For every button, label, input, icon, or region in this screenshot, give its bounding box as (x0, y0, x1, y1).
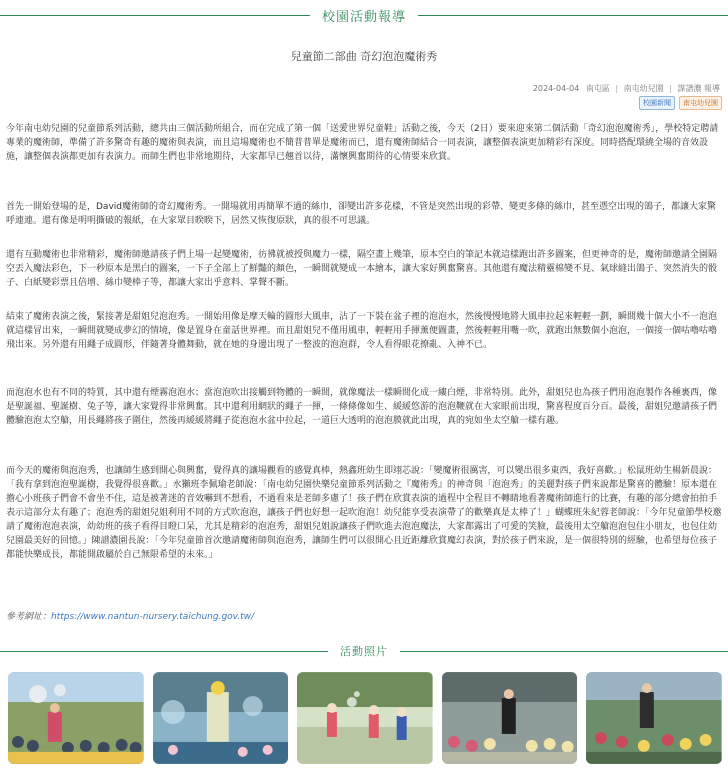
photo-3[interactable] (297, 672, 433, 764)
paragraph-4: 結束了魔術表演之後，緊接著是甜姐兒泡泡秀。一開始用像是摩天輪的圓形大風車，沾了一下裝在盆子裡的泡泡水，然後慢慢地將大風車拉起來輕輕一劃，瞬間幾十個大小不一泡泡就這樣冒出來，一瞬間就變成夢幻的情境，像是置身在童話世界裡。而且甜姐兒不僅用風車，輕輕用手揮薰便圖畫，然後輕輕用嘴一吹，就跑出無數個小泡泡，一個接一個咕嚕咕嚕飛出來。另外還有用繩子成圓形，伴隨著身體舞動，就在她的身邊出現了一整波的泡泡群，令人看得眼花撩亂、入神不已。 (6, 312, 718, 350)
meta-separator: | (615, 84, 619, 93)
article-location: 南屯區 (585, 84, 610, 93)
paragraph-1: 今年南屯幼兒園的兒童節系列活動，總共由三個活動所組合，而在完成了第一個「送愛世界兒童鞋」活動之後，今天（2日）要來迎來第二個活動「奇幻泡泡魔術秀」，學校特定聘請專業的魔術師，準備了許多驚奇有趣的魔術與表演，而且這場魔術也不簡普普單是魔術而已，還有魔術師結合一同表演，讓整個表演更加精彩有深度。同時搭配環繞全場的音效設施，讓整個表演都更加有表演力。而師生們也非常地期待，大家都早已翹首以待，滿懷興奮期待的心情要來欣賞。 (6, 124, 719, 162)
paragraph-2: 首先一開始登場的是，David魔術師的奇幻魔術秀。一開場就用再簡單不過的絲巾，卻變出許多花樣，不管是突然出現的彩帶、變更多條的絲巾，甚至憑空出現的鴿子，都讓大家驚呼連連。還有像是明明撕破的報紙，在大家眾目睽睽下，居然又恢復原狀，真的很不可思議。 (6, 202, 716, 226)
section-header-news (0, 6, 728, 25)
reference-label: 參考網址： (6, 612, 52, 622)
tag-school[interactable]: 南屯幼兒園 (679, 96, 722, 110)
article-meta (533, 83, 720, 94)
photos-title: 活動照片 (340, 645, 388, 658)
tag-list (639, 96, 722, 110)
photo-2[interactable] (153, 672, 289, 764)
reference-link[interactable]: https://www.nantun-nursery.taichung.gov.tw/ (51, 612, 255, 622)
photo-5[interactable] (586, 672, 722, 764)
photo-4[interactable] (442, 672, 578, 764)
meta-separator: | (669, 84, 672, 93)
divider-right (400, 651, 728, 652)
photo-2-image (153, 672, 289, 764)
divider-left (0, 15, 310, 16)
section-title: 校園活動報導 (322, 10, 407, 25)
photo-4-image (442, 672, 578, 764)
divider-right (418, 15, 728, 16)
photo-gallery (8, 672, 722, 764)
article-school: 南屯幼兒園 (623, 84, 664, 93)
paragraph-5: 而泡泡水也有不同的特質，其中還有煙霧泡泡水；當泡泡吹出接觸到物體的一瞬間，就像魔法一樣瞬間化成一縷白煙，非常特別。此外，甜姐兒也為孩子們用泡泡製作各種裏西，像是聖誕福、聖誕樹、兔子等，讓大家覺得非常興奮。其中還利用網狀的繩子一揮，一條條像如生、緩緩悠游的泡泡鞭就在大家眼前出現，驚喜程度百分百。最後，甜姐兒邀請孩子們體驗泡泡太空艙，用長繩將孩子圍住，然後再緩緩將繩子從泡泡水盆中拉起，一道巨大透明的泡泡膜就此出現，真的宛如坐太空艙一樣有趣。 (6, 388, 718, 426)
article-date: 2024-04-04 (532, 84, 580, 93)
section-header-photos (0, 643, 728, 659)
photo-5-image (586, 672, 722, 764)
paragraph-3: 還有互動魔術也非常精彩，魔術師邀請孩子們上場一起變魔術，彷彿就被授與魔力一樣，隔空畫上幾筆，原本空白的筆記本就這樣跑出許多圖案，但更神奇的是，魔術師邀請全園隔空丟入魔法彩色，下一秒原本是黑白的圖案，一下子全部上了鮮豔的顏色，一瞬間就變成一本繪本，讓大家好興奮驚喜。其他還有魔法精靈棉變不見、氣球縫出鴿子、突然消失的骰子、白紙變彩票且倍增、絲巾變棒子等，都讓大家出乎意料、掌聲不斷。 (6, 250, 718, 288)
reference-line (6, 610, 722, 624)
article-title: 兒童節二部曲 奇幻泡泡魔術秀 (290, 50, 438, 63)
photo-1-image (8, 672, 144, 764)
divider-left (0, 651, 328, 652)
article-author: 謀譜濃 報導 (677, 84, 720, 93)
tag-news[interactable]: 校園新聞 (639, 96, 675, 110)
photo-3-image (297, 672, 433, 764)
photo-1[interactable] (8, 672, 144, 764)
paragraph-6: 而今天的魔術與泡泡秀，也讓師生感到開心與興奮，覺得真的讓場觀看的感覺真棒，熱鑫班幼生即翊芯說：「變魔術很厲害，可以變出很多東西，我好喜歡。」松鼠班幼生楊新晨說：「我有拿到泡泡聖誕樹，我覺得很喜歡。」水獺班李佩瑜老師說：「南屯幼兒園快樂兒童節系列活動之『魔術秀』的神奇與「泡泡秀」的美麗對孩子們來說都是驚喜的體驗！原本還在擔心小班孩子們會不會坐不住，這是被著迷的音效嚇到不想看，不過看來是老師多慮了！孩子們在欣賞表演的過程中全程目不轉睛地看著魔術師進行的比賽，有趣的部分總會拍拍手表示這部分太有趣了；泡泡秀的甜姐兒姐利用不同的方式吹泡泡，讓孩子們也好想一起吹泡泡！幼兒能享受表演帶了的歡樂真是太棒了！」蝴蝶班朱紀蓉老師說：「今年兒童節學校邀請了魔術泡泡表演，幼幼班的孩子看得目瞪口呆，尤其是精彩的泡泡秀，甜姐兒姐說讓孩子們吹進去泡泡魔法，大家都露出了可愛的笑臉，最後用太空艙泡泡包住小朋友，也包住幼兒園最美好的回憶。」陳譜濃園長說：「今年兒童節首次邀請魔術師與泡泡秀，讓師生們可以很開心且近距離欣賞魔幻表演，對於孩子們來說，是一個很特別的經驗，也希望每位孩子都能快樂成長，都能開啟屬於自己無限希望的未來。」 (6, 466, 722, 560)
